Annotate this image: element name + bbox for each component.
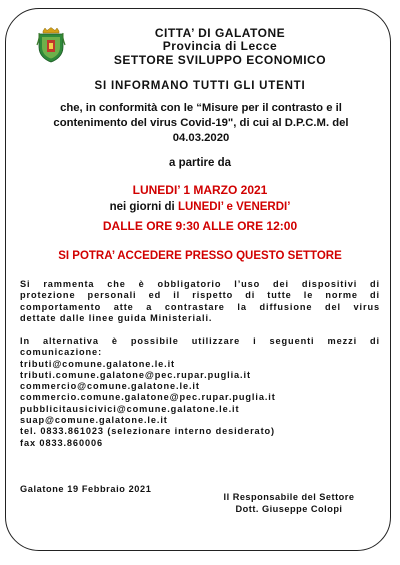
contact-email: commercio@comune.galatone.le.it — [20, 381, 200, 392]
notice-headline: SI INFORMANO TUTTI GLI UTENTI — [94, 80, 306, 92]
reminder-line: dettate dalle linee guida Ministeriali. — [20, 312, 213, 323]
contact-email: tributi.comune.galatone@pec.rupar.puglia.it — [20, 369, 251, 380]
access-notice: SI POTRA’ ACCEDERE PRESSO QUESTO SETTORE — [58, 250, 342, 262]
intro-paragraph — [19, 101, 383, 146]
reminder-paragraph — [20, 279, 380, 324]
city-title: CITTA’ DI GALATONE — [154, 26, 286, 40]
alternative-line: In alternativa è possibile utilizzare i seguenti mezzi di — [20, 336, 380, 346]
contact-email: suap@comune.galatone.le.it — [20, 415, 168, 426]
alternative-contacts — [20, 336, 380, 449]
reminder-line: Si rammenta che è obbligatorio l’uso dei dispositivi di — [20, 279, 380, 289]
signer-name: Dott. Giuseppe Colopi — [235, 503, 343, 514]
contact-email: pubblicitausicivici@comune.galatone.le.it — [20, 403, 240, 414]
days-prefix: nei giorni di — [109, 201, 175, 213]
signature-block — [200, 492, 378, 515]
contact-email: commercio.comune.galatone@pec.rupar.puglia.it — [20, 392, 276, 403]
contact-phone: tel. 0833.861023 (selezionare interno desiderato) — [20, 426, 275, 437]
intro-line: contenimento del virus Covid-19", di cui al D.P.C.M. del — [53, 117, 349, 129]
city-crest-icon — [36, 27, 66, 63]
days-value: LUNEDI’ e VENERDI’ — [177, 201, 291, 213]
contact-fax: fax 0833.860006 — [20, 437, 103, 448]
reminder-line: comportamento atte a contrastare la diffusione del virus — [20, 301, 380, 312]
intro-line: che, in conformità con le “Misure per il contrasto e il — [60, 102, 342, 114]
reminder-line: protezione personali ed il rispetto di tutte le norme di — [20, 290, 380, 301]
opening-days — [0, 201, 400, 213]
contact-email: tributi@comune.galatone.le.it — [20, 358, 176, 369]
department-title: SETTORE SVILUPPO ECONOMICO — [113, 53, 327, 67]
alternative-line: comunicazione: — [20, 347, 103, 358]
signer-title: Il Responsabile del Settore — [223, 492, 355, 502]
from-label: a partire da — [169, 157, 231, 169]
start-date: LUNEDI’ 1 MARZO 2021 — [132, 183, 268, 197]
opening-hours: DALLE ORE 9:30 ALLE ORE 12:00 — [102, 219, 298, 233]
intro-line: 04.03.2020 — [172, 132, 230, 144]
document-date: Galatone 19 Febbraio 2021 — [20, 484, 152, 494]
province-title: Provincia di Lecce — [162, 39, 278, 53]
